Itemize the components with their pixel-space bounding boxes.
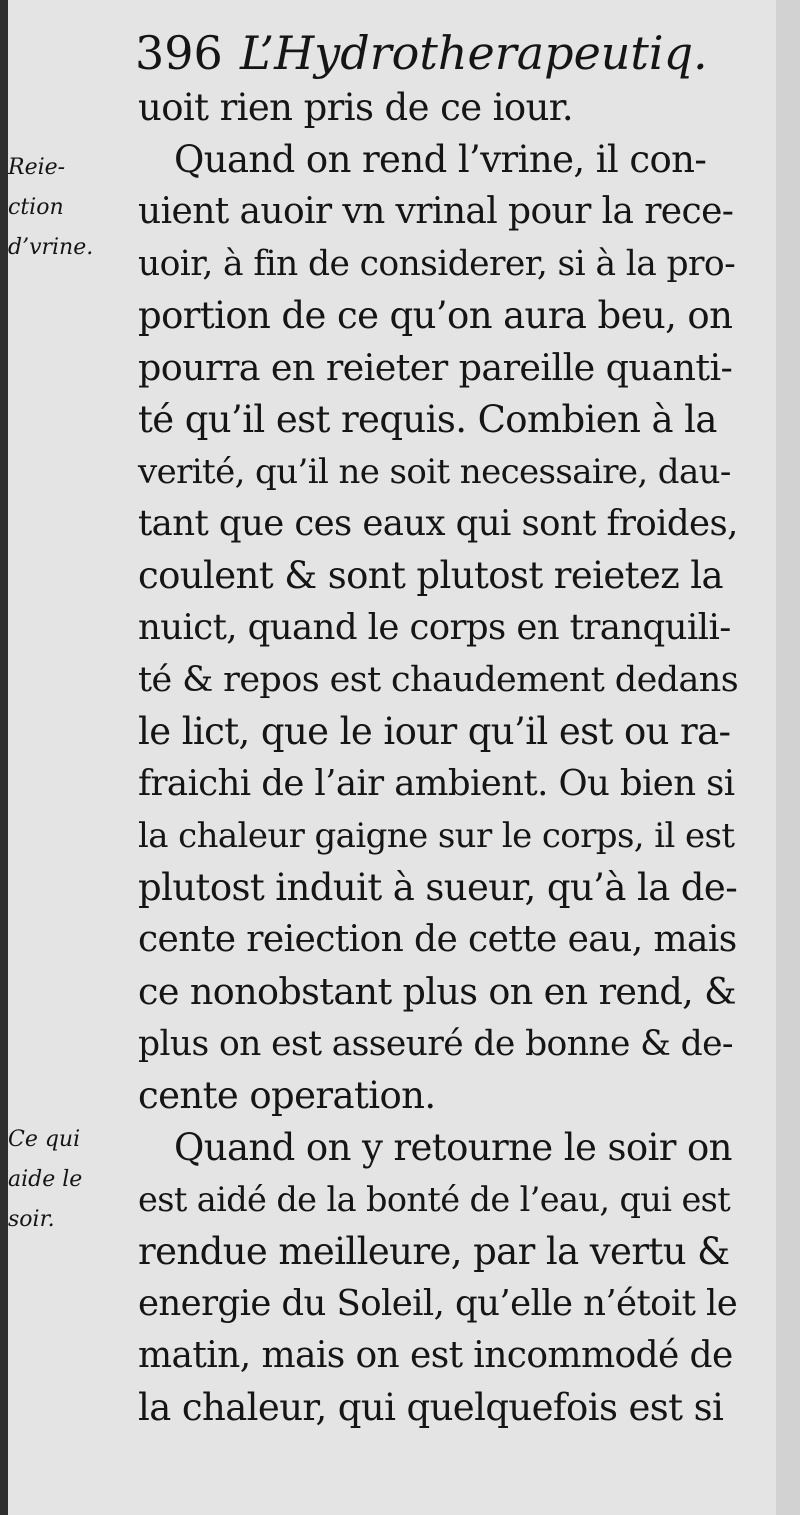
margin-note-evening: [8, 1120, 130, 1240]
running-title: L’Hydrotherapeutiq.: [240, 26, 708, 80]
text-line: est aidé de la bonté de l’eau, qui est: [138, 1180, 731, 1219]
text-line: uoir, à fin de considerer, si à la pro-: [138, 244, 736, 284]
text-line: le lict, que le iour qu’il est ou ra-: [138, 710, 731, 753]
page-header: [135, 18, 775, 78]
text-line: rendue meilleure, par la vertu &: [138, 1230, 730, 1273]
page-edge-shade: [776, 0, 800, 1515]
text-line: fraichi de l’air ambient. Ou bien si: [138, 763, 735, 804]
text-line: té qu’il est requis. Combien à la: [138, 398, 717, 441]
text-line: pourra en reieter pareille quanti-: [138, 346, 733, 389]
text-line: plus on est asseuré de bonne & de-: [138, 1024, 733, 1064]
text-line: la chaleur, qui quelquefois est si: [138, 1386, 724, 1429]
text-line: energie du Soleil, qu’elle n’étoit le: [138, 1283, 738, 1324]
margin-note-line: Ce qui: [8, 1127, 81, 1152]
text-line: matin, mais on est incommodé de: [138, 1335, 733, 1376]
margin-note-line: ction: [8, 195, 64, 220]
text-line: uient auoir vn vrinal pour la rece-: [138, 191, 734, 232]
margin-note-line: soir.: [8, 1207, 55, 1232]
margin-note-line: Reie-: [8, 155, 66, 180]
margin-note-line: aide le: [8, 1167, 83, 1192]
text-line: la chaleur gaigne sur le corps, il est: [138, 816, 735, 856]
text-line: nuict, quand le corps en tranquili-: [138, 607, 731, 648]
text-line: tant que ces eaux qui sont froides,: [138, 503, 738, 544]
text-line: verité, qu’il ne soit necessaire, dau-: [138, 452, 731, 492]
page-gutter-shadow: [0, 0, 8, 1515]
text-line: ce nonobstant plus on en rend, &: [138, 970, 737, 1013]
text-line: cente reiection de cette eau, mais: [138, 919, 737, 960]
margin-note-line: d’vrine.: [8, 235, 94, 260]
text-line: Quand on rend l’vrine, il con-: [174, 138, 707, 181]
page-number: 396: [135, 26, 223, 80]
text-line: coulent & sont plutost reietez la: [138, 554, 723, 597]
margin-note-urine: [8, 148, 130, 268]
text-line: plutost induit à sueur, qu’à la de-: [138, 866, 738, 909]
text-line: cente operation.: [138, 1074, 436, 1117]
text-line: portion de ce qu’on aura beu, on: [138, 294, 733, 337]
text-line: uoit rien pris de ce iour.: [138, 86, 573, 129]
text-line: Quand on y retourne le soir on: [174, 1126, 732, 1169]
text-line: té & repos est chaudement dedans: [138, 660, 739, 700]
